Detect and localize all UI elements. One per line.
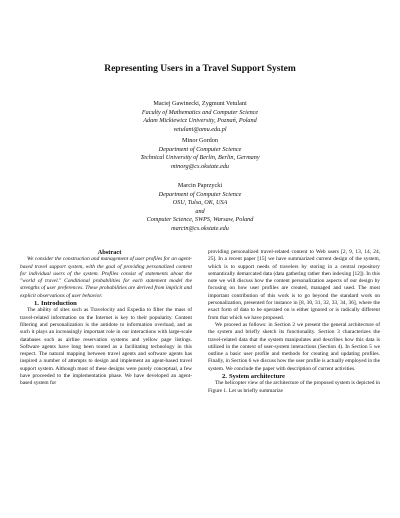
section-number: 2.	[222, 373, 227, 381]
author-block-1	[0, 100, 400, 134]
author-name: Marcin Paprzycki	[177, 182, 223, 189]
section-title: Introduction	[41, 300, 77, 308]
author-block-2	[0, 137, 400, 171]
body-paragraph: The ability of sites such as Travelocity and Expedia to filter the mass of travel-related information on the Internet is key to their popularity. Content filtering and personalization is the antidote to information overload, and as such it plays an increasingly important role in our interactions with large-scale databases such as airline reservation systems and yellow page listings. Software agents have long been touted as a facilitating technology in this respect. The natural mapping between travel agents and software agents has inspired a number of attempts to design and implement an agent-based travel support system. Although most of these designs were purely conceptual, a few have proceeded to the implementation phase. We have developed an agent-based system for	[20, 307, 192, 387]
affiliation-line: Computer Science, SWPS, Warsaw, Poland	[146, 216, 254, 224]
author-email: vetulani@amu.edu.pl	[173, 125, 227, 133]
author-name: Maciej Gawinecki, Zygmunt Vetulani	[153, 100, 247, 107]
left-column	[20, 249, 192, 388]
body-paragraph: We proceed as follows: in Section 2 we present the general architecture of the system and briefly sketch its functionality. Section 3 characterizes the travel-related data that the system manipulates and describes how this data is utilized in the context of user-system interactions (Section 4). In Section 5 we outline a basic user profile and methods for creating and updating profiles. Finally, in Section 6 we discuss how the user profile is actually employed in the system. We conclude the paper with description of current activities.	[208, 321, 380, 372]
affiliation-line: Adam Mickiewicz University, Poznań, Poland	[143, 117, 257, 125]
paper-title: Representing Users in a Travel Support System	[104, 64, 296, 74]
abstract-text: We consider the construction and management of user profiles for an agent-based travel support system, with the goal of providing personalized content for individual users of the system. Profiles consist of statements about the "world of travel." Conditional probabilities for each statement model the strengths of user preferences. These probabilities are derived from implicit and explicit observations of user behavior.	[20, 256, 192, 299]
affiliation-line: Department of Computer Science	[158, 145, 242, 153]
abstract-heading: Abstract	[97, 249, 122, 256]
affiliation-line: Department of Computer Science	[158, 190, 242, 198]
body-paragraph: providing personalized travel-related content to Web users [2, 9, 13, 14, 24, 25]. In a recent paper [15] we have summarized current design of the system, which is to support needs of travelers by storing in a central repository semantically demarcated data (data gathering rather then indexing [12]). In this note we will discuss how the content personalization aspects of our design by focusing on how user profiles are created, managed and used. The most important contribution of this work is to go beyond the standard work on personalization, presented for instance in [8, 30, 31, 32, 33, 34, 36], where the exact form of data to be operated on is either ignored or is radically different from that which we have proposed.	[208, 249, 380, 321]
section-title: System architecture	[229, 373, 285, 381]
author-block-3	[0, 182, 400, 234]
author-email: marcin@cs.okstate.edu	[171, 224, 229, 232]
affiliation-line: Faculty of Mathematics and Computer Science	[141, 108, 259, 116]
section-number: 1.	[34, 300, 39, 308]
affiliation-line: OSU, Tulsa, OK, USA	[172, 199, 228, 207]
affiliation-line: and	[195, 207, 205, 215]
body-paragraph: The helicopter view of the architecture of the proposed system is depicted in Figure 1. Let us briefly summarize	[208, 380, 380, 394]
affiliation-line: Technical University of Berlin, Berlin, Germany	[140, 154, 260, 162]
right-column	[208, 249, 380, 395]
author-email: minorg@cs.okstate.edu	[170, 162, 230, 170]
author-name: Minor Gordon	[182, 137, 218, 144]
